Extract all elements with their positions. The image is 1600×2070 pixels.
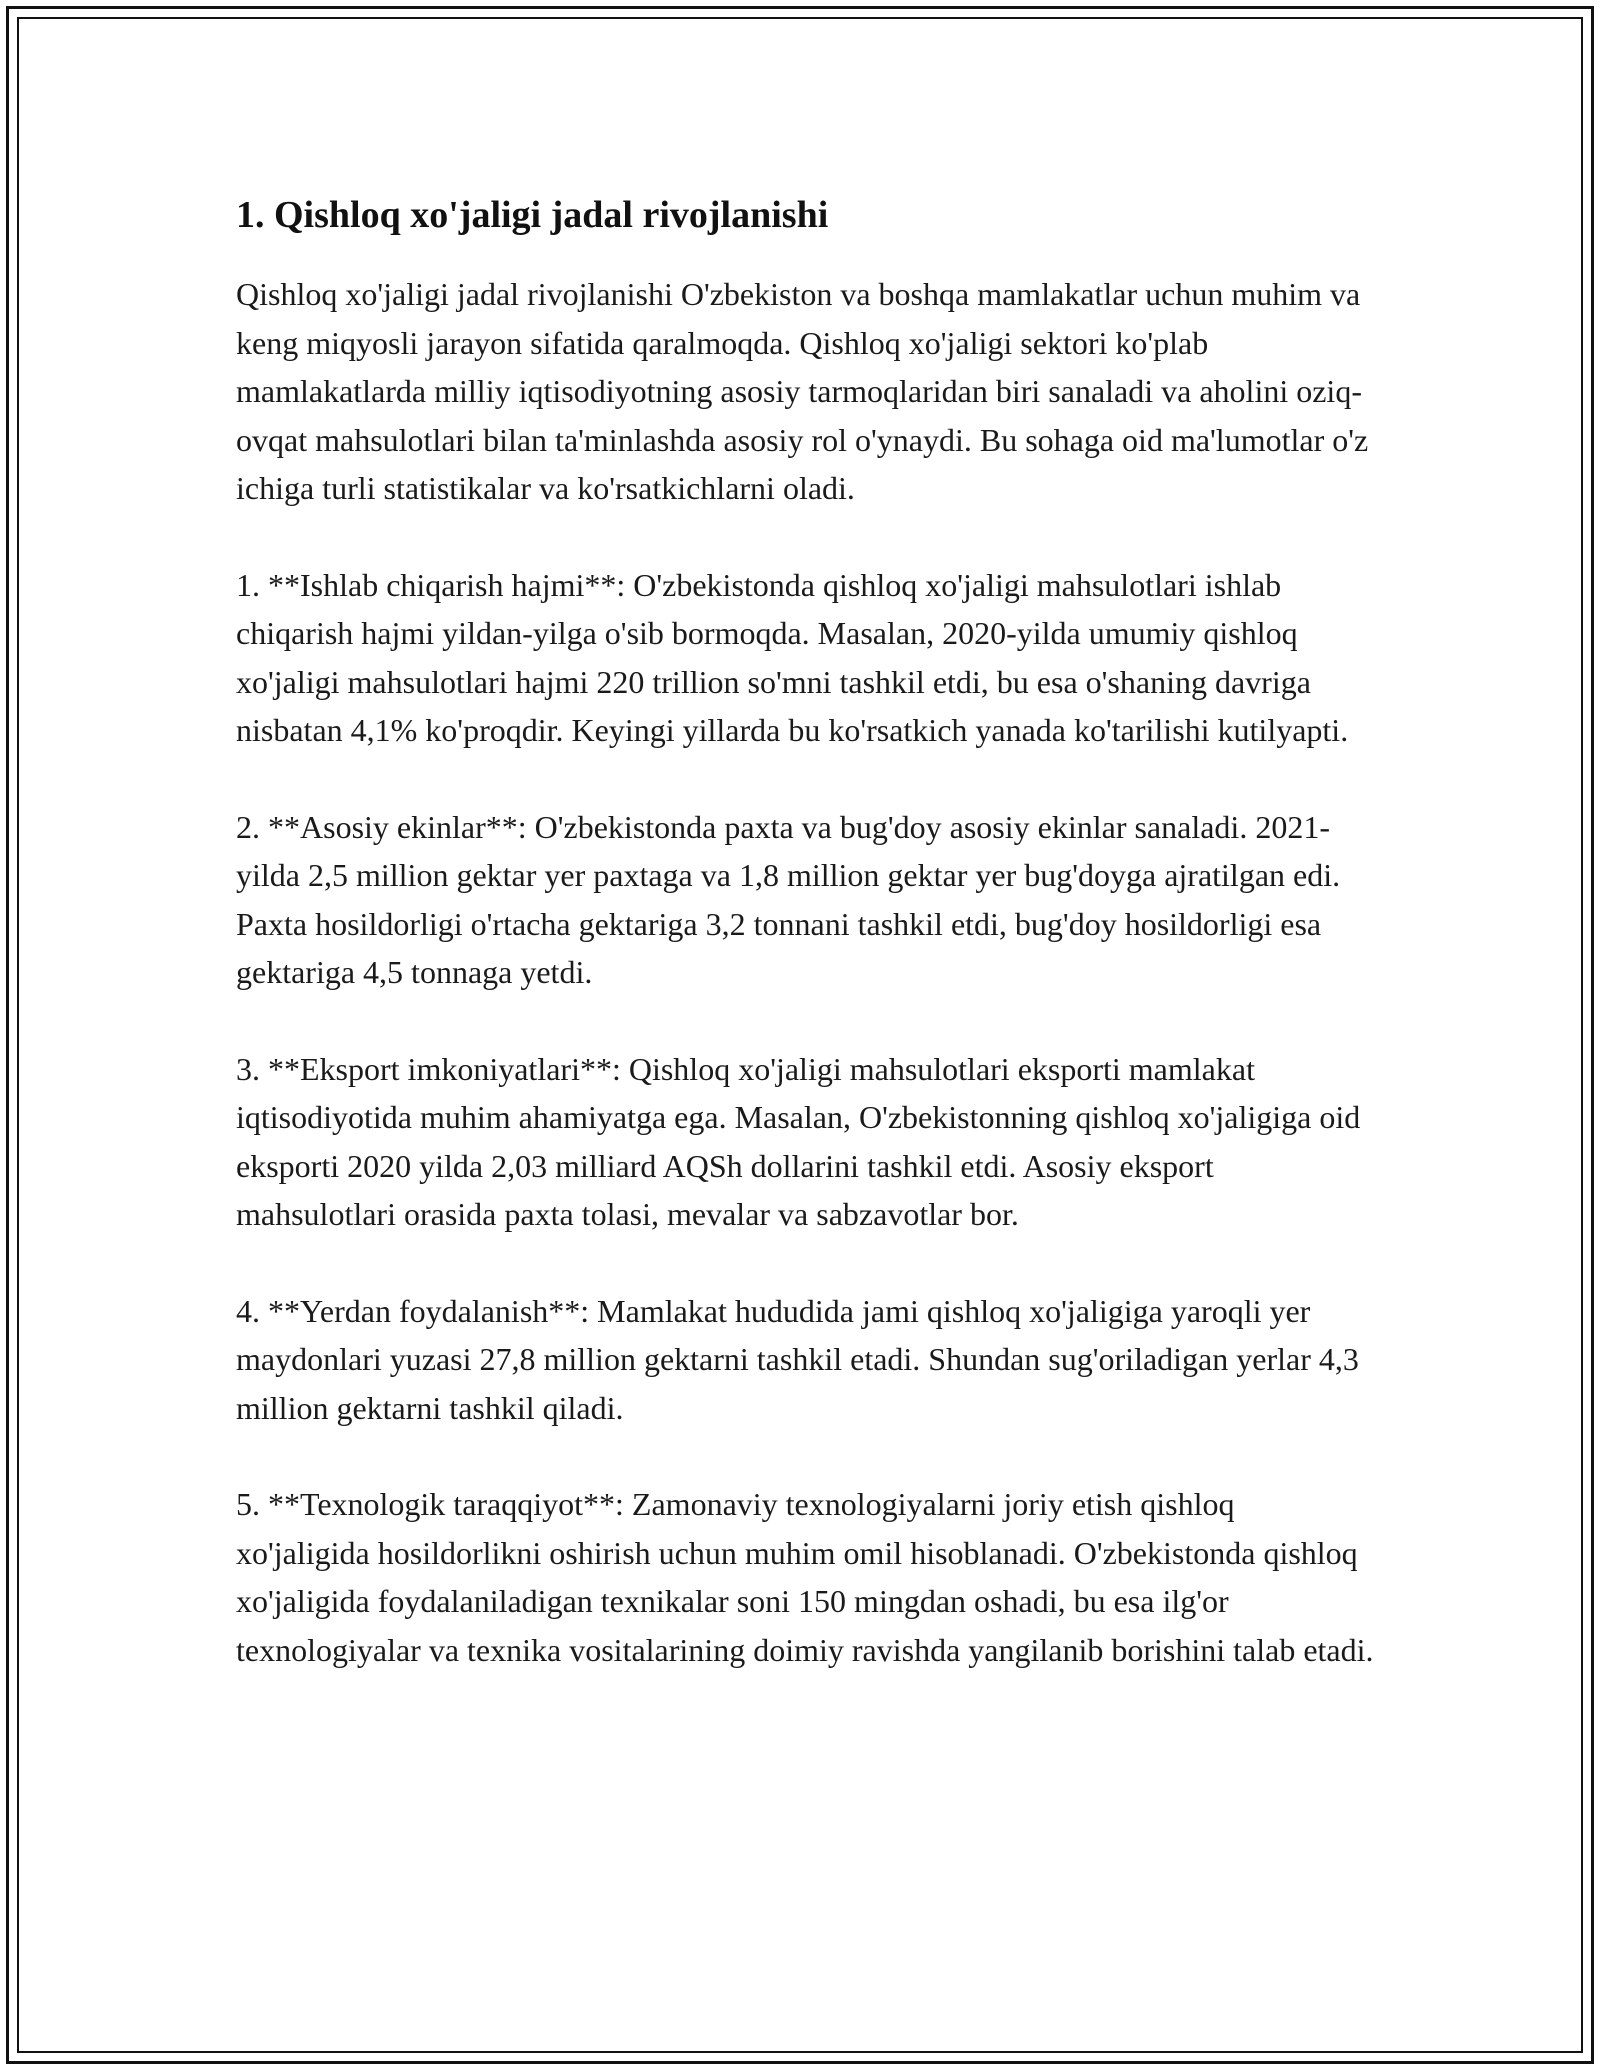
list-item-main-crops: 2. **Asosiy ekinlar**: O'zbekistonda paxta va bug'doy asosiy ekinlar sanaladi. 2021-yilda 2,5 million gektar yer paxtaga va 1,8 million gektar yer bug'doyga ajratilgan edi. Paxta hosildorligi o'rtacha gektariga 3,2 tonnani tashkil etdi, bug'doy hosildorligi esa gektariga 4,5 tonnaga yetdi. (236, 808, 1341, 990)
intro-paragraph: Qishloq xo'jaligi jadal rivojlanishi O'zbekiston va boshqa mamlakatlar uchun muhim va keng miqyosli jarayon sifatida qaralmoqda. Qishloq xo'jaligi sektori ko'plab mamlakatlarda milliy iqtisodiyotning asosiy tarmoqlaridan biri sanaladi va aholini oziq-ovqat mahsulotlari bilan ta'minlashda asosiy rol o'ynaydi. Bu sohaga oid ma'lumotlar o'z ichiga turli statistikalar va ko'rsatkichlarni oladi. (236, 276, 1369, 506)
list-item-technological-progress: 5. **Texnologik taraqqiyot**: Zamonaviy texnologiyalarni joriy etish qishloq xo'jaligida hosildorlikni oshirish uchun muhim omil hisoblanadi. O'zbekistonda qishloq xo'jaligida foydalaniladigan texnikalar soni 150 mingdan oshadi, bu esa ilg'or texnologiyalar va texnika vositalarining doimiy ravishda yangilanib borishini talab etadi. (236, 1486, 1374, 1668)
list-item-export-opportunities: 3. **Eksport imkoniyatlari**: Qishloq xo'jaligi mahsulotlari eksporti mamlakat iqtisodiyotida muhim ahamiyatga ega. Masalan, O'zbekistonning qishloq xo'jaligiga oid eksporti 2020 yilda 2,03 milliard AQSh dollarini tashkil etdi. Asosiy eksport mahsulotlari orasida paxta tolasi, mevalar va sabzavotlar bor. (236, 1050, 1361, 1232)
document-body (236, 188, 1376, 1722)
document-title: 1. Qishloq xo'jaligi jadal rivojlanishi (236, 194, 829, 236)
list-item-land-use: 4. **Yerdan foydalanish**: Mamlakat hududida jami qishloq xo'jaligiga yaroqli yer maydonlari yuzasi 27,8 million gektarni tashkil etadi. Shundan sug'oriladigan yerlar 4,3 million gektarni tashkil qiladi. (236, 1292, 1359, 1426)
list-item-production-volume: 1. **Ishlab chiqarish hajmi**: O'zbekistonda qishloq xo'jaligi mahsulotlari ishlab chiqarish hajmi yildan-yilga o'sib bormoqda. Masalan, 2020-yilda umumiy qishloq xo'jaligi mahsulotlari hajmi 220 trillion so'mni tashkil etdi, bu esa o'shaning davriga nisbatan 4,1% ko'proqdir. Keyingi yillarda bu ko'rsatkich yanada ko'tarilishi kutilyapti. (236, 566, 1349, 748)
